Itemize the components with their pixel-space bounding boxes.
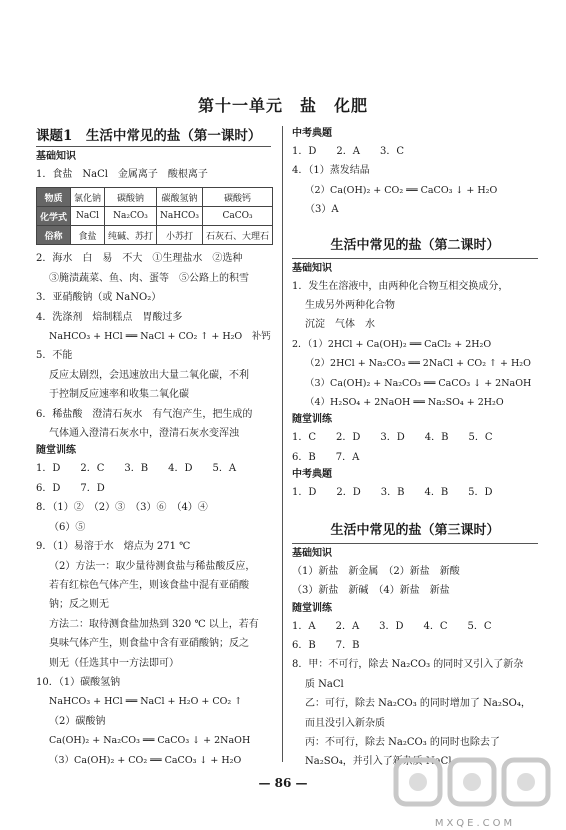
answer-line: （3）新盐 新碱 （4）新盐 新盐 [292, 585, 450, 597]
answer-line: Ca(OH)₂ + Na₂CO₃ ══ CaCO₃ ↓ + 2NaOH [49, 735, 251, 747]
answer-line: （4）H₂SO₄ + 2NaOH ══ Na₂SO₄ + 2H₂O [305, 397, 504, 409]
title-rule [292, 258, 538, 259]
table-cell: CaCO₃ [203, 207, 273, 226]
lesson-title-1: 课题1 生活中常见的盐（第一课时） [36, 128, 262, 144]
answer-line: 5．不能 [36, 350, 73, 362]
table-row [37, 188, 273, 207]
table-cell: 纯碱、苏打 [105, 226, 157, 245]
section-class-practice: 随堂训练 [292, 414, 332, 426]
answer-line: 质 NaCl [305, 678, 344, 690]
table-cell: 碳酸氢钠 [157, 188, 203, 207]
table-cell: 俗称 [37, 226, 71, 245]
lesson-title-3: 生活中常见的盐（第三课时） [330, 522, 500, 538]
answer-line: 气体通入澄清石灰水中，澄清石灰水变浑浊 [49, 428, 239, 440]
answer-line: 沉淀 气体 水 [305, 319, 375, 331]
answer-line: （3）A [305, 204, 339, 216]
table-cell: 石灰石、大理石 [203, 226, 273, 245]
answer-line: （2）Ca(OH)₂ + CO₂ ══ CaCO₃ ↓ + H₂O [305, 184, 498, 196]
answer-line: 4．洗涤剂 焙制糕点 胃酸过多 [36, 311, 183, 323]
table-cell: 化学式 [37, 207, 71, 226]
answer-line: 1．D 2．C 3．B 4．D 5．A [36, 463, 237, 475]
section-exam-questions: 中考典题 [292, 469, 332, 481]
answer-line: 6．B 7．A [292, 451, 360, 463]
answer-line: 方法二：取待测食盐加热到 320 ℃ 以上，若有 [49, 618, 259, 630]
answer-line: 1．D 2．D 3．B 4．B 5．D [292, 487, 493, 499]
column-divider [282, 126, 283, 762]
watermark-logo [390, 752, 560, 828]
table-cell: 氯化钠 [71, 188, 105, 207]
answer-line: 2．（1）2HCl + Ca(OH)₂ ══ CaCl₂ + 2H₂O [292, 338, 492, 350]
answer-line: （2）方法一：取少量待测食盐与稀盐酸反应， [49, 560, 256, 572]
answer-line: 4．（1）蒸发结晶 [292, 165, 370, 177]
answer-line: 若有红棕色气体产生，则该食盐中混有亚硝酸 [49, 579, 249, 591]
answer-line: 1．D 2．A 3．C [292, 146, 404, 157]
answer-line: 6．D 7．D [36, 482, 105, 494]
right-column [292, 126, 538, 772]
table-cell: 小苏打 [157, 226, 203, 245]
answer-line: 则无（任选其中一方法即可） [49, 657, 179, 669]
watermark-domain: MXQE.COM [434, 818, 516, 829]
section-basic-knowledge: 基础知识 [292, 262, 332, 274]
table-cell: 食盐 [71, 226, 105, 245]
answer-line: 1．食盐 NaCl 金属离子 酸根离子 [36, 169, 208, 180]
section-basic-knowledge: 基础知识 [36, 151, 76, 162]
answer-line: （2）碳酸钠 [49, 715, 106, 727]
section-basic-knowledge: 基础知识 [292, 547, 332, 559]
answer-line: 10．（1）碳酸氢钠 [36, 676, 121, 688]
salt-table [36, 187, 273, 245]
answer-line: 而且没引入新杂质 [305, 717, 385, 729]
unit-title: 第十一单元 盐 化肥 [197, 96, 368, 115]
answer-line: 8．（1）② （2）③ （3）⑥ （4）④ [36, 502, 208, 514]
answer-line: 钠；反之则无 [49, 599, 109, 611]
table-cell: 碳酸钠 [105, 188, 157, 207]
answer-line: ③腌渍蔬菜、鱼、肉、蛋等 ⑤公路上的积雪 [49, 272, 249, 284]
answer-line: （3）Ca(OH)₂ + Na₂CO₃ ══ CaCO₃ ↓ + 2NaOH [305, 377, 532, 389]
section-class-practice: 随堂训练 [292, 602, 332, 614]
table-cell: 物质 [37, 188, 71, 207]
section-exam-questions: 中考典题 [292, 128, 332, 139]
page-number: — 86 — [258, 776, 308, 790]
answer-line: 2．海水 白 易 不大 ①生理盐水 ②选种 [36, 253, 243, 265]
answer-line: （2）2HCl + Na₂CO₃ ══ 2NaCl + CO₂ ↑ + H₂O [305, 358, 531, 370]
answer-line: 8．甲：不可行，除去 Na₂CO₃ 的同时又引入了新杂 [292, 659, 524, 671]
watermark-stamp-icon [390, 752, 560, 814]
section-class-practice: 随堂训练 [36, 445, 76, 457]
answer-line: Na₂SO₄，并引入了新杂质 NaCl [305, 756, 452, 768]
answer-line: 6．稀盐酸 澄清石灰水 有气泡产生，把生成的 [36, 408, 253, 420]
table-cell: 碳酸钙 [203, 188, 273, 207]
answer-line: 乙：可行，除去 Na₂CO₃ 的同时增加了 Na₂SO₄， [305, 698, 531, 710]
answer-line: 于控制反应速率和收集二氧化碳 [49, 389, 189, 401]
title-rule [292, 543, 538, 544]
answer-line: 9．（1）易溶于水 熔点为 271 ℃ [36, 541, 191, 553]
table-cell: NaCl [71, 207, 105, 226]
lesson-title-2: 生活中常见的盐（第二课时） [330, 237, 500, 253]
answer-line: 臭味气体产生，则食盐中含有亚硝酸钠；反之 [49, 638, 249, 650]
answer-line: 生成另外两种化合物 [305, 300, 395, 312]
left-column [36, 126, 271, 770]
table-cell: Na₂CO₃ [105, 207, 157, 226]
answer-line: 反应太剧烈，会迅速放出大量二氧化碳，不利 [49, 369, 249, 381]
answer-line: NaHCO₃ + HCl ══ NaCl + CO₂ ↑ + H₂O 补钙 [49, 331, 271, 343]
answer-line: 1．A 2．A 3．D 4．C 5．C [292, 620, 492, 632]
table-row [37, 207, 273, 226]
answer-line: 丙：不可行，除去 Na₂CO₃ 的同时也除去了 [305, 736, 500, 748]
answer-line: NaHCO₃ + HCl ══ NaCl + H₂O + CO₂ ↑ [49, 696, 243, 708]
answer-line: 1．发生在溶液中，由两种化合物互相交换成分， [292, 280, 509, 292]
answer-line: 1．C 2．D 3．D 4．B 5．C [292, 432, 493, 444]
table-cell: NaHCO₃ [157, 207, 203, 226]
answer-line: （6）⑤ [49, 521, 86, 533]
answer-line: （1）新盐 新金属 （2）新盐 新酸 [292, 565, 460, 577]
table-row [37, 226, 273, 245]
answer-line: （3）Ca(OH)₂ + CO₂ ══ CaCO₃ ↓ + H₂O [49, 754, 242, 766]
answer-line: 6．B 7．B [292, 639, 360, 651]
answer-line: 3．亚硝酸钠（或 NaNO₂） [36, 292, 162, 304]
